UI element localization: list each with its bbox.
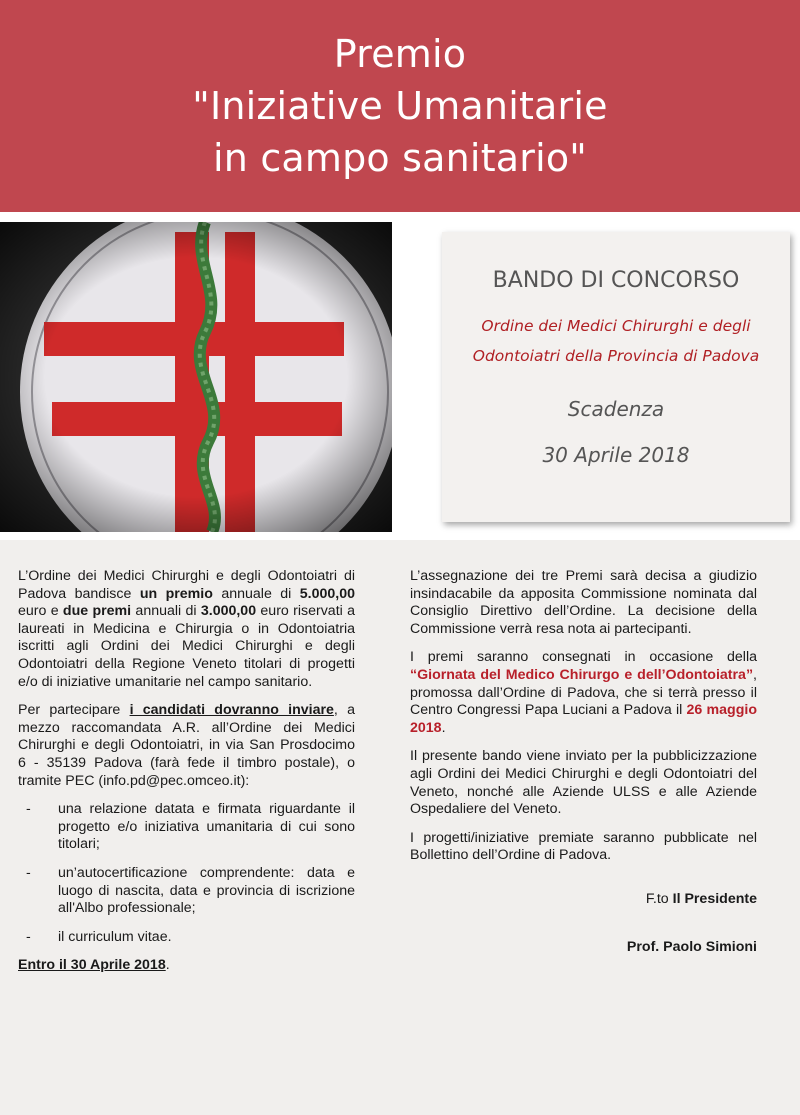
event-name: “Giornata del Medico Chirurgo e dell’Odontoiatra” xyxy=(410,666,754,683)
bold-span: un premio xyxy=(139,585,213,602)
list-item-text: una relazione datata e firmata riguardante il progetto e/o iniziativa umanitaria di cui sono titolari; xyxy=(58,801,355,853)
participation-paragraph xyxy=(18,702,355,790)
text-span: F.to xyxy=(645,890,673,907)
text-span: . xyxy=(165,957,170,974)
deadline-line xyxy=(18,957,355,975)
cross-emblem-photo xyxy=(0,222,392,532)
right-column xyxy=(410,568,757,956)
cross-emblem-image xyxy=(0,222,392,532)
event-date: 26 maggio 2018 xyxy=(410,702,757,736)
president-name: Prof. Paolo Simioni xyxy=(626,938,757,955)
text-span: Per partecipare xyxy=(18,702,130,719)
publication-paragraph: I progetti/iniziative premiate saranno pubblicate nel Bollettino dell’Ordine di Padova. xyxy=(410,829,757,864)
bando-info-box xyxy=(442,232,790,522)
left-column xyxy=(18,568,355,975)
list-item-text: il curriculum vitae. xyxy=(58,928,172,945)
dash-bullet: - xyxy=(26,801,31,818)
signature-line xyxy=(410,891,757,909)
text-span: L’Ordine dei Medici Chirurghi e degli Odontoiatri di Padova bandisce xyxy=(18,568,355,602)
list-item xyxy=(18,865,355,918)
title-line-1: Premio xyxy=(333,32,467,76)
text-span: euro e xyxy=(18,603,63,620)
assignment-paragraph: L’assegnazione dei tre Premi sarà decisa a giudizio insindacabile da apposita Commissione nominata dal Consiglio Direttivo dell’Ordine. La decisione della Commissione verrà resa nota ai partecipanti. xyxy=(410,568,757,637)
scadenza-label: Scadenza xyxy=(567,397,665,421)
title-line-2: "Iniziative Umanitarie xyxy=(192,84,608,128)
president-title: Il Presidente xyxy=(672,890,757,907)
bando-org-line-2: Odontoiatri della Provincia di Padova xyxy=(472,347,760,365)
deadline-text: Entro il 30 Aprile 2018 xyxy=(18,957,166,974)
text-span: I premi saranno consegnati in occasione della xyxy=(410,649,757,666)
text-span: euro riservati a laureati in Medicina e Chirurgia o in Odontoiatria iscritti agli Ordini dei Medici Chirurghi e degli Odontoiatri della Regione Veneto titolari di progetti e/o di iniziative umanitarie nel campo sanitario. xyxy=(18,603,355,690)
bold-span: 5.000,00 xyxy=(299,585,355,602)
distribution-paragraph: Il presente bando viene inviato per la pubblicizzazione agli Ordini dei Medici Chirurghi e degli Odontoiatri del Veneto, nonché alle Aziende ULSS e alle Aziende Ospedaliere del Veneto. xyxy=(410,748,757,818)
underlined-span: i candidati dovranno inviare xyxy=(129,702,334,719)
scadenza-date: 30 Aprile 2018 xyxy=(542,443,690,467)
list-item-text: un’autocertificazione comprendente: data e luogo di nascita, data e provincia di iscrizione all'Albo professionale; xyxy=(58,864,355,917)
text-span: , a mezzo raccomandata A.R. all’Ordine dei Medici Chirurghi e degli Odontoiatri, in via San Prosdocimo 6 - 35139 Padova (farà fede il timbro postale), o tramite PEC (info.pd@pec.omceo.it): xyxy=(18,702,355,789)
text-span: annuali di xyxy=(131,603,201,620)
dash-bullet: - xyxy=(26,864,31,881)
bando-title: BANDO DI CONCORSO xyxy=(492,268,740,293)
header-banner xyxy=(0,0,800,212)
list-item xyxy=(18,929,355,947)
dash-bullet: - xyxy=(26,928,31,945)
text-span: , promossa dall’Ordine di Padova, che si terrà presso il Centro Congressi Papa Luciani a Padova il xyxy=(410,666,757,719)
bando-org-line-1: Ordine dei Medici Chirurghi e degli xyxy=(481,317,751,335)
title-line-3: in campo sanitario" xyxy=(213,136,587,180)
body-panel xyxy=(0,540,800,1115)
bold-span: due premi xyxy=(62,603,132,620)
list-item xyxy=(18,801,355,854)
bold-span: 3.000,00 xyxy=(200,603,257,620)
text-span: . xyxy=(441,719,446,736)
bando-organization xyxy=(442,311,790,371)
ceremony-paragraph xyxy=(410,649,757,737)
text-span: annuale di xyxy=(212,585,300,602)
intro-paragraph xyxy=(18,568,355,691)
